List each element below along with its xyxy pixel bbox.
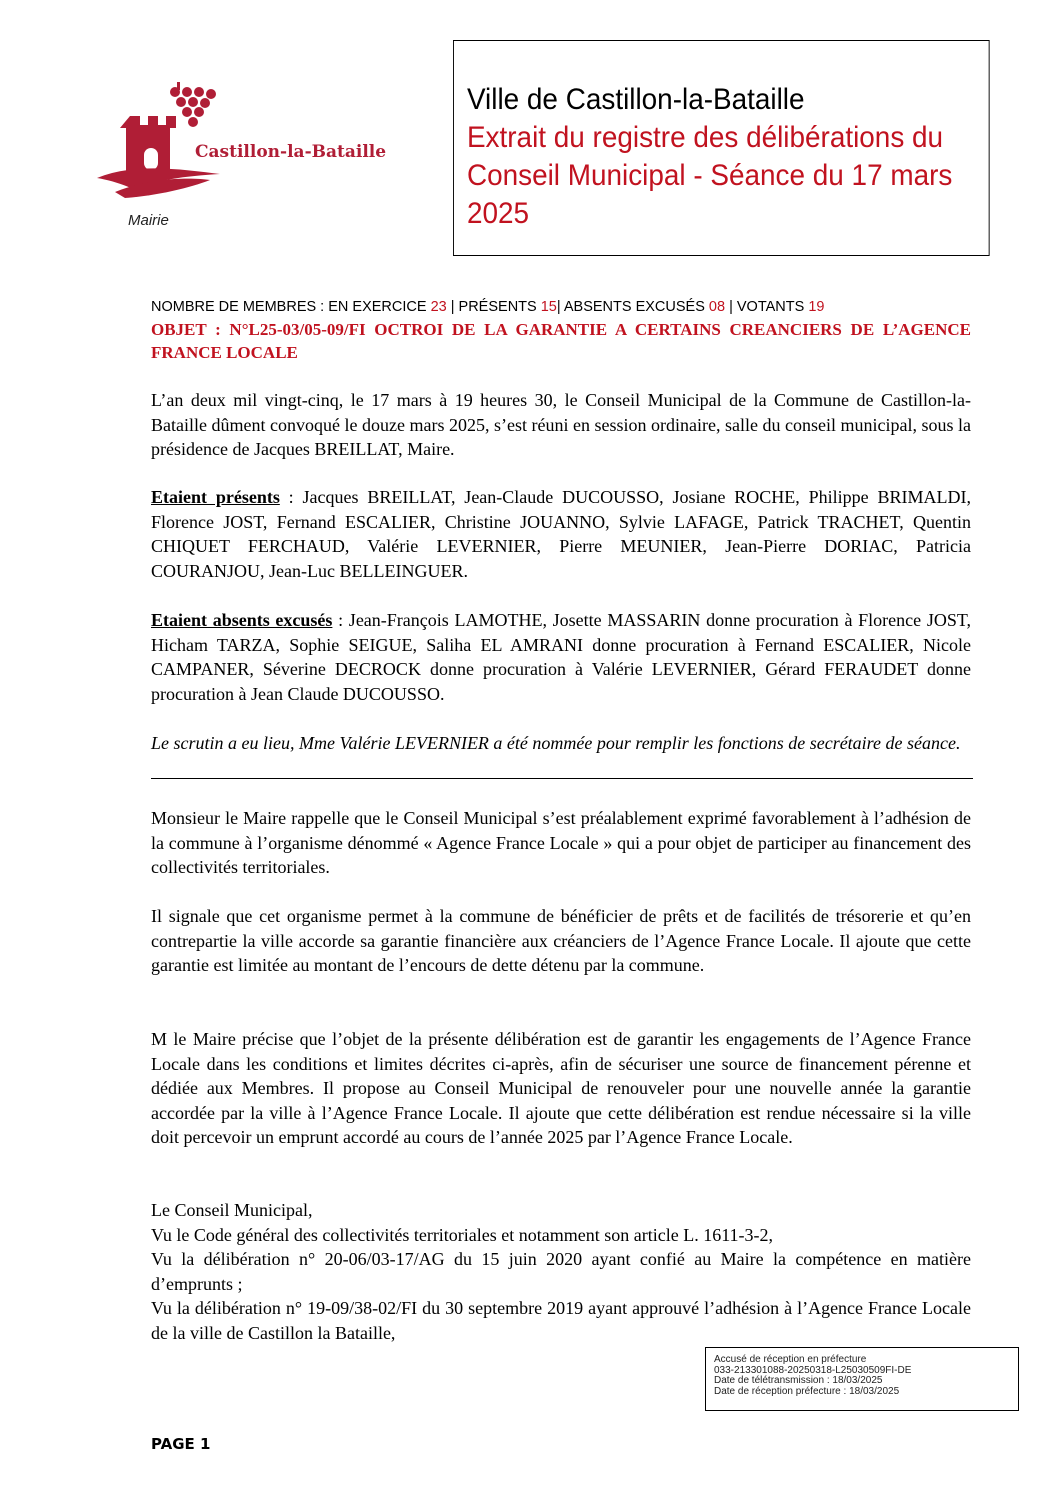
label-exercice: NOMBRE DE MEMBRES : EN EXERCICE [151,299,431,315]
conseil-line: Le Conseil Municipal, [151,1200,313,1220]
prefecture-receipt-stamp [705,1347,1019,1411]
label-presents: | PRÉSENTS [446,299,541,315]
title-register: Extrait du registre des délibérations du Conseil Municipal - Séance du 17 mars 2025 [466,121,953,230]
members-summary [151,297,971,317]
absents-label: Etaient absents excusés [151,610,333,630]
stamp-line-2: 033-213301088-20250318-L25030509FI-DE [714,1364,912,1376]
presents-label: Etaient présents [151,487,280,507]
vu-deliberation-2020: Vu la délibération n° 20-06/03-17/AG du 15 juin 2020 ayant confié au Maire la compétence en matière d’emprunts ; [151,1249,971,1294]
title-town: Ville de Castillon-la-Bataille [466,83,805,116]
page-number: PAGE 1 [151,1435,211,1453]
considerations-block [151,1198,971,1345]
presents-list: : Jacques BREILLAT, Jean-Claude DUCOUSSO, Josiane ROCHE, Philippe BRIMALDI, Florence JOST, Fernand ESCALIER, Christine JOUANNO, Sylvie LAFAGE, Patrick TRACHET, Quentin CHIQUET FERCHAUD, Valérie LEVERNIER, Pierre MEUNIER, Jean-Pierre DORIAC, Patricia COURANJOU, Jean-Luc BELLEINGUER. [151,487,971,581]
intro-paragraph: L’an deux mil vingt-cinq, le 17 mars à 19 heures 30, le Conseil Municipal de la Commune de Castillon-la-Bataille dûment convoqué le douze mars 2025, s’est réuni en session ordinaire, salle du conseil municipal, sous la présidence de Jacques BREILLAT, Maire. [151,390,971,459]
paragraph-garantie: Il signale que cet organisme permet à la commune de bénéficier de prêts et de facilités de trésorerie et qu’en contrepartie la ville accorde sa garantie financière aux créanciers de l’Agence France Locale. Il ajoute que cette garantie est limitée au montant de l’encours de dette détenu par la commune. [151,906,971,975]
vu-deliberation-2019: Vu la délibération n° 19-09/38-02/FI du 30 septembre 2019 ayant approuvé l’adhésion à l’Agence France Locale de la ville de Castillon la Bataille, [151,1298,971,1343]
paragraph-adhesion: Monsieur le Maire rappelle que le Conseil Municipal s’est préalablement exprimé favorablement à l’adhésion de la commune à l’organisme dénommé « Agence France Locale » qui a pour objet de participer au financement des collectivités territoriales. [151,808,971,877]
paragraph-objet-deliberation: M le Maire précise que l’objet de la présente délibération est de garantir les engagements de l’Agence France Locale dans les conditions et limites décrites ci-après, afin de sécuriser une source de financement pérenne et dédiée aux Membres. Il propose au Conseil Municipal de renouveler pour une nouvelle année la garantie accordée par la ville à l’Agence France Locale. Il ajoute que cette délibération est rendue nécessaire si la ville doit percevoir un emprunt accordé au cours de l’année 2025 par l’Agence France Locale. [151,1029,971,1147]
label-votants: | VOTANTS [725,299,809,315]
logo-town-name: Castillon-la-Bataille [195,142,387,162]
count-absents: 08 [708,299,726,315]
presents-paragraph [151,485,971,583]
section-divider [151,778,973,779]
stamp-line-1: Accusé de réception en préfecture [714,1354,867,1365]
absents-paragraph [151,608,971,706]
document-title-box [453,40,990,256]
vu-code-line: Vu le Code général des collectivités territoriales et notamment son article L. 1611-3-2, [151,1224,774,1245]
stamp-line-3: Date de télétransmission : 18/03/2025 [714,1375,883,1386]
secretary-paragraph: Le scrutin a eu lieu, Mme Valérie LEVERNIER a été nommée pour remplir les fonctions de secrétaire de séance. [151,733,961,753]
stamp-line-4: Date de réception préfecture : 18/03/2025 [714,1385,900,1397]
count-votants: 19 [808,299,825,315]
logo-mairie-label: Mairie [128,212,169,229]
absents-list: : Jean-François LAMOTHE, Josette MASSARIN donne procuration à Florence JOST, Hicham TARZA, Sophie SEIGUE, Saliha EL AMRANI donne procuration à Fernand ESCALIER, Nicole CAMPANER, Séverine DECROCK donne procuration à Valérie LEVERNIER, Gérard FERAUDET donne procuration à Jean Claude DUCOUSSO. [151,610,971,704]
label-absents: | ABSENTS EXCUSÉS [556,299,709,315]
deliberation-subject: OBJET : N°L25-03/05-09/FI OCTROI DE LA GARANTIE A CERTAINS CREANCIERS DE L’AGENCE FRANCE LOCALE [151,320,971,362]
municipal-logo [95,80,415,240]
count-exercice: 23 [430,299,447,315]
count-presents: 15 [540,299,557,315]
